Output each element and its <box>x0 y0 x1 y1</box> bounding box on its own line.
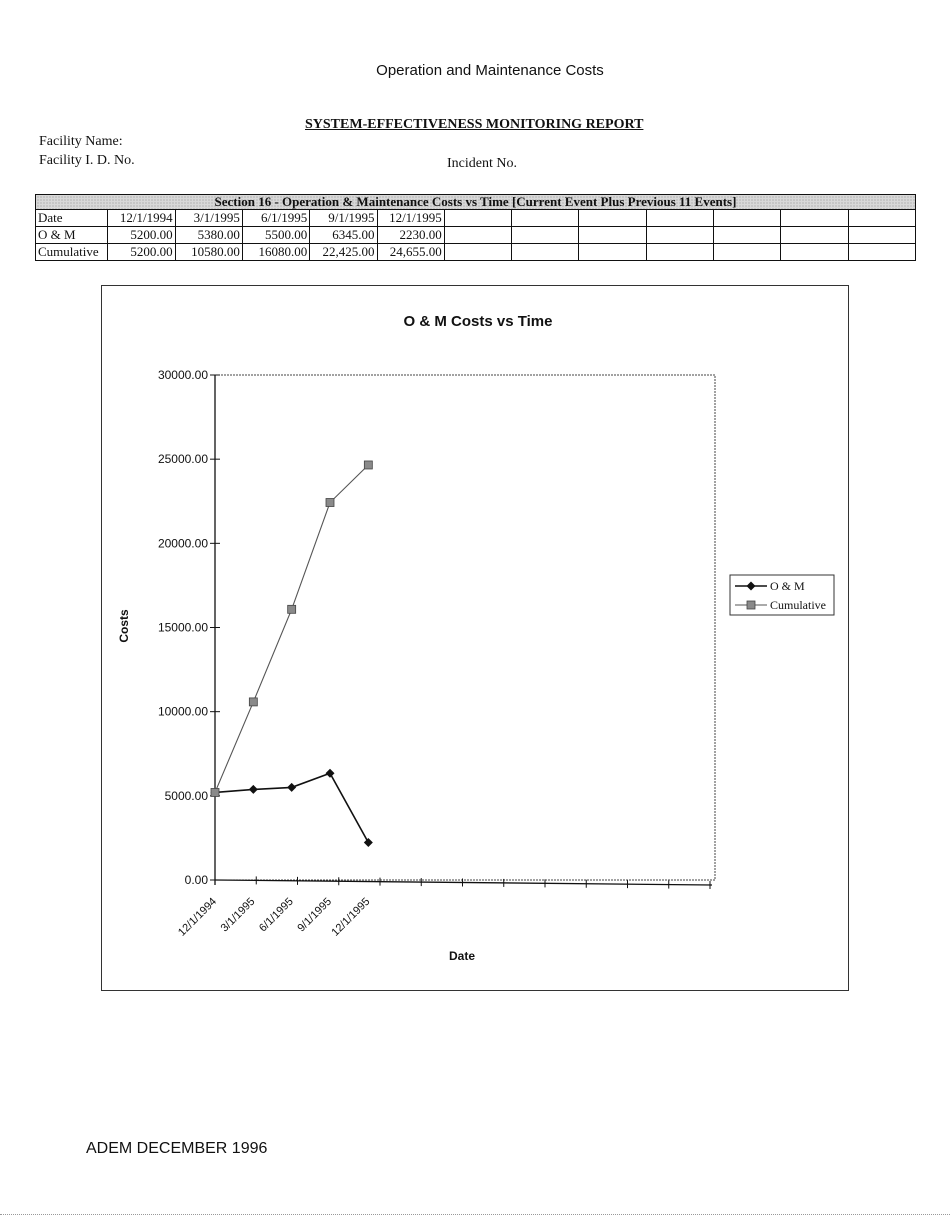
y-tick-label: 5000.00 <box>164 788 208 803</box>
table-cell: 10580.00 <box>175 244 242 261</box>
y-tick-label: 10000.00 <box>157 704 208 719</box>
table-cell: 3/1/1995 <box>175 210 242 227</box>
table-cell: 5200.00 <box>108 244 175 261</box>
x-tick-label: 12/1/1995 <box>329 895 373 939</box>
table-cell: 2230.00 <box>377 227 444 244</box>
row-label: Date <box>36 210 108 227</box>
legend-cumulative-marker <box>747 601 755 609</box>
om-data-point <box>326 769 335 778</box>
incident-number-label: Incident No. <box>447 156 517 171</box>
cumulative-data-point <box>364 461 372 469</box>
table-cell: 5380.00 <box>175 227 242 244</box>
table-cell: 5500.00 <box>242 227 309 244</box>
cumulative-data-point <box>288 605 296 613</box>
table-cell: 6345.00 <box>310 227 377 244</box>
om-data-point <box>364 838 373 847</box>
om-data-point <box>249 785 258 794</box>
section-title: Section 16 - Operation & Maintenance Costs vs Time [Current Event Plus Previous 11 Events] <box>36 195 916 210</box>
x-tick-label: 3/1/1995 <box>218 895 258 935</box>
report-title: SYSTEM-EFFECTIVENESS MONITORING REPORT <box>305 117 644 132</box>
table-cell: 9/1/1995 <box>310 210 377 227</box>
y-axis-label: Costs <box>117 609 131 643</box>
y-tick-label: 0.00 <box>184 873 208 887</box>
series-line-cumulative <box>215 465 368 792</box>
plot-area <box>215 375 715 880</box>
table-cell: 22,425.00 <box>310 244 377 261</box>
chart-title: O & M Costs vs Time <box>403 313 553 330</box>
cumulative-data-point <box>326 499 334 507</box>
x-axis-label: Date <box>448 949 476 963</box>
table-cell: 6/1/1995 <box>242 210 309 227</box>
table-cell: 5200.00 <box>108 227 175 244</box>
cumulative-data-point <box>211 788 219 796</box>
om-data-point <box>287 783 296 792</box>
cumulative-data-point <box>249 698 257 706</box>
y-tick-label: 20000.00 <box>157 536 208 551</box>
table-cell: 12/1/1994 <box>108 210 175 227</box>
legend-label: Cumulative <box>770 598 826 612</box>
y-tick-label: 15000.00 <box>157 620 208 635</box>
y-tick-label: 30000.00 <box>157 368 208 382</box>
x-tick-label: 12/1/1994 <box>176 895 220 939</box>
x-tick-label: 9/1/1995 <box>295 895 335 935</box>
row-label: Cumulative <box>36 244 108 261</box>
bottom-rule <box>0 1214 950 1215</box>
table-cell: 16080.00 <box>242 244 309 261</box>
facility-id-label: Facility I. D. No. <box>39 153 135 168</box>
table-cell: 12/1/1995 <box>377 210 444 227</box>
facility-name-label: Facility Name: <box>39 134 123 149</box>
x-axis-line <box>215 880 712 885</box>
legend-label: O & M <box>770 579 805 593</box>
y-tick-label: 25000.00 <box>157 452 208 467</box>
table-cell: 24,655.00 <box>377 244 444 261</box>
footer-text: ADEM DECEMBER 1996 <box>86 1140 268 1157</box>
row-label: O & M <box>36 227 108 244</box>
document-title: Operation and Maintenance Costs <box>376 62 604 79</box>
x-tick-label: 6/1/1995 <box>257 895 296 935</box>
